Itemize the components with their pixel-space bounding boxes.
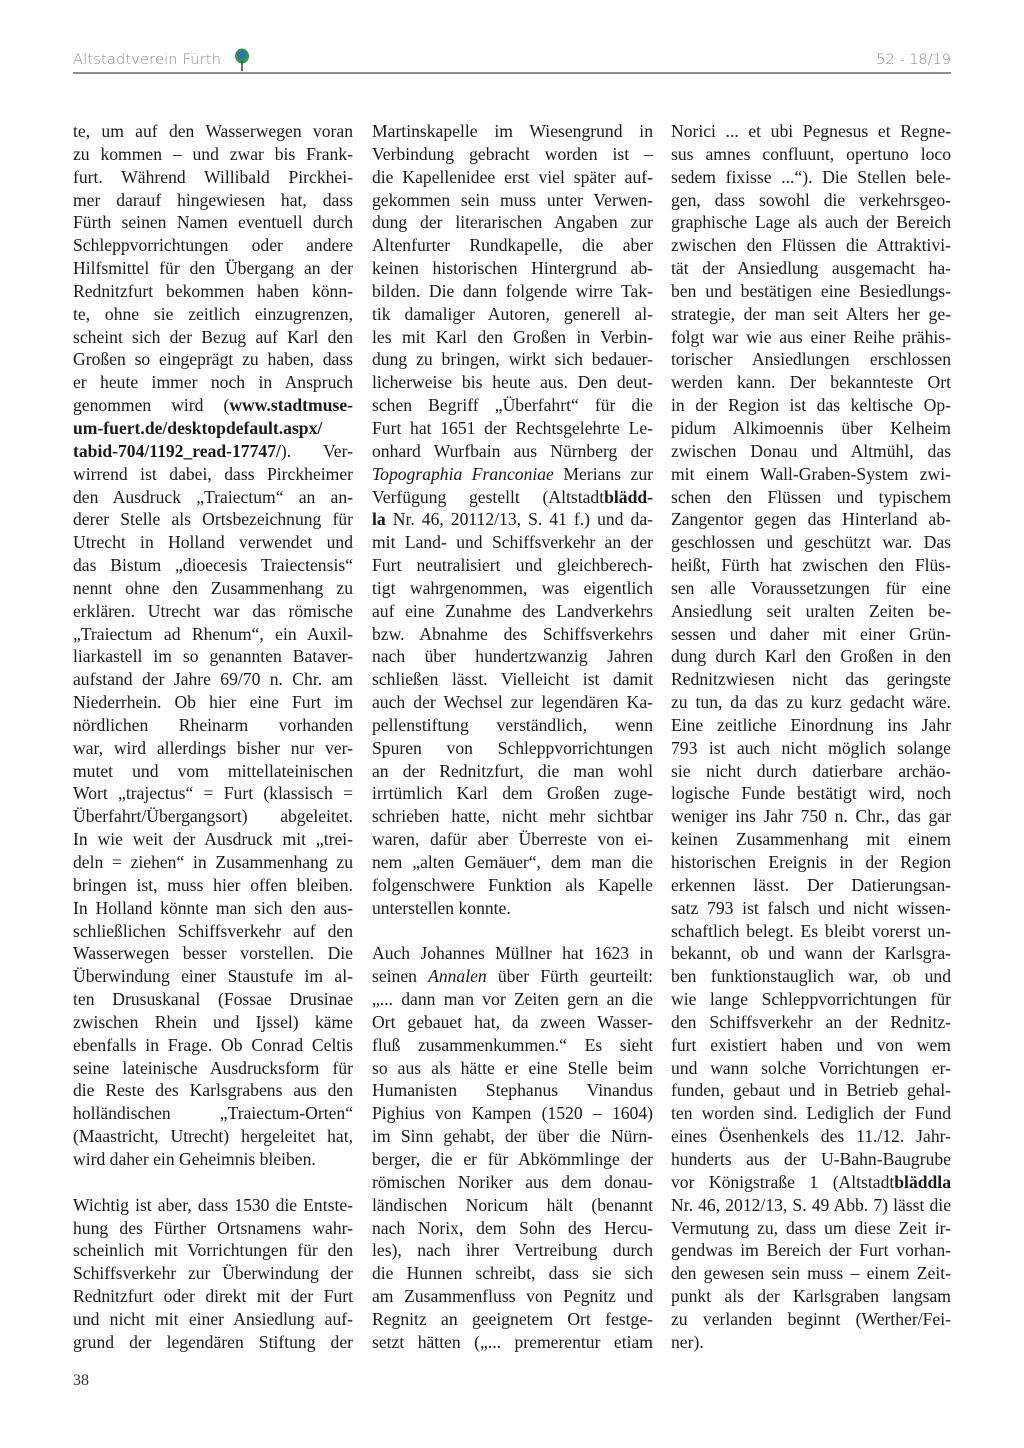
text-line: genommen wird (www.stadtmuse- <box>73 395 353 416</box>
text-line: seine lateinische Ausdrucksform für <box>73 1057 353 1078</box>
text-line: hung des Fürther Ortsnamens wahr- <box>73 1217 353 1238</box>
text-line: graphische Lage als auch der Bereich <box>671 212 951 233</box>
text-line: mit einem Wall-Graben-System zwi- <box>671 463 951 484</box>
text-line: bzw. Abnahme des Schiffsverkehrs <box>372 623 653 644</box>
text-line: derer Stelle als Ortsbezeichnung für <box>73 509 353 530</box>
text-line: strategie, der man seit Alters her ge- <box>671 303 951 324</box>
text-line: Fürth seinen Namen eventuell durch <box>73 212 353 233</box>
issue-number: 52 - 18/19 <box>876 52 951 68</box>
text-line: furt existiert haben und von wem <box>671 1034 951 1055</box>
text-line: Verfügung gestellt (Altstadtblädd- <box>372 486 653 507</box>
text-line: la Nr. 46, 20112/13, S. 41 f.) und da- <box>372 509 653 530</box>
text-line: zwischen Donau und Altmühl, das <box>671 440 951 461</box>
text-line: die Hunnen schreibt, dass sie sich <box>372 1263 653 1284</box>
page-number: 38 <box>73 1372 89 1389</box>
text-line: werden kann. Der bekannteste Ort <box>671 372 951 393</box>
text-line: berger, die er für Abkömmlinge der <box>372 1148 653 1169</box>
text-line: römischen Noriker aus dem donau- <box>372 1171 653 1192</box>
text-column-1 <box>73 120 353 1354</box>
text-line: folgenschwere Funktion als Kapelle <box>372 874 653 895</box>
text-line: Regnitz an geeignetem Ort festge- <box>372 1308 653 1329</box>
tree-icon <box>233 48 251 72</box>
text-line: onhard Wurfbain aus Nürnberg der <box>372 440 653 461</box>
text-line: Rednitzfurt bekommen haben könn- <box>73 280 353 301</box>
text-line: te, ohne sie zeitlich einzugrenzen, <box>73 303 353 324</box>
text-line: torischer Ansiedlungen erschlossen <box>671 349 951 370</box>
paragraph <box>73 120 353 1171</box>
text-line: auch der Wechsel zur legendären Ka- <box>372 692 653 713</box>
text-line: Verbindung gebracht worden ist – <box>372 143 653 164</box>
text-line: heißt, Fürth hat zwischen den Flüs- <box>671 555 951 576</box>
text-line: les mit Karl den Großen in Verbin- <box>372 326 653 347</box>
text-line: In Holland könnte man sich den aus- <box>73 897 353 918</box>
text-line: Humanisten Stephanus Vinandus <box>372 1080 653 1101</box>
text-line: den Ausdruck „Traiectum“ an an- <box>73 486 353 507</box>
text-line: Wichtig ist aber, dass 1530 die Entste- <box>73 1194 353 1215</box>
text-line: gekommen sein muss unter Verwen- <box>372 189 653 210</box>
text-line: war, wird allerdings bisher nur ver- <box>73 737 353 758</box>
text-line: Ort gebauet hat, da zween Wasser- <box>372 1011 653 1032</box>
text-line: schrieben hatte, nicht mehr sichtbar <box>372 806 653 827</box>
text-line: er heute immer noch in Anspruch <box>73 372 353 393</box>
text-line: mutet und vom mittellateinischen <box>73 760 353 781</box>
text-line: und nicht mit einer Ansiedlung auf- <box>73 1308 353 1329</box>
text-line: Niederrhein. Ob hier eine Furt im <box>73 692 353 713</box>
text-line: licherweise bis heute aus. Den deut- <box>372 372 653 393</box>
text-line: die Reste des Karlsgrabens aus den <box>73 1080 353 1101</box>
text-line: schaftlich belegt. Es bleibt vorerst un- <box>671 920 951 941</box>
text-line: punkt als der Karlsgraben langsam <box>671 1286 951 1307</box>
text-line: sedem fixisse ...“). Die Stellen bele- <box>671 166 951 187</box>
text-line: folgt war wie aus einer Reihe prähis- <box>671 326 951 347</box>
text-line: keinen Zusammenhang mit einem <box>671 829 951 850</box>
text-line: schließlichen Schiffsverkehr auf den <box>73 920 353 941</box>
text-line: Schiffsverkehr zur Überwindung der <box>73 1263 353 1284</box>
text-line: den Schiffsverkehr an der Rednitz- <box>671 1011 951 1032</box>
text-line: wie lange Schleppvorrichtungen für <box>671 989 951 1010</box>
text-line: nem „alten Gemäuer“, dem man die <box>372 852 653 872</box>
text-line: um-fuert.de/desktopdefault.aspx/ <box>73 417 323 438</box>
text-line: zu verlanden beginnt (Werther/Fei- <box>671 1308 951 1329</box>
text-line: zwischen Rhein und Ijssel) käme <box>73 1011 353 1032</box>
text-line: tät der Ansiedlung ausgemacht ha- <box>671 258 951 279</box>
text-line: les), nach ihrer Vertreibung durch <box>372 1240 653 1261</box>
text-line: zwischen den Flüssen die Attraktivi- <box>671 235 951 256</box>
text-line: an der Rednitzfurt, die man wohl <box>372 760 653 781</box>
text-line: Überfahrt/Übergangsort) abgeleitet. <box>73 806 353 827</box>
text-line: ner). <box>671 1331 704 1352</box>
text-line: keinen historischen Hintergrund ab- <box>372 258 653 279</box>
text-line: den gewesen sein muss – einem Zeit- <box>671 1263 951 1284</box>
text-line: waren, dafür aber Überreste von ei- <box>372 829 653 850</box>
text-line: logische Funde bestätigt wird, noch <box>671 783 951 804</box>
text-line: grund der legendären Stiftung der <box>73 1331 353 1352</box>
text-line: Großen so eingeprägt zu haben, dass <box>73 349 353 370</box>
text-line: tigt wahrgenommen, was eigentlich <box>372 577 653 598</box>
text-line: irrtümlich Karl dem Großen zuge- <box>372 783 653 804</box>
text-line: schen den Flüssen und typischem <box>671 486 951 507</box>
text-line: historischen Ereignis in der Region <box>671 852 951 872</box>
text-line: in der Region ist das keltische Op- <box>671 395 951 416</box>
text-line: seinen Annalen über Fürth geurteilt: <box>372 966 653 987</box>
text-line: sen alle Voraussetzungen für eine <box>671 577 951 598</box>
text-line: hunderts aus der U-Bahn-Baugrube <box>671 1148 951 1169</box>
text-line: Schleppvorrichtungen oder andere <box>73 235 353 256</box>
text-line: tik damaliger Autoren, generell al- <box>372 303 653 324</box>
paragraph <box>372 942 653 1353</box>
text-line: bilden. Die dann folgende wirre Tak- <box>372 280 653 301</box>
publication-title: Altstadtverein Fürth <box>73 52 222 68</box>
text-line: In wie weit der Ausdruck mit „trei- <box>73 829 353 850</box>
text-line: deln = ziehen“ in Zusammenhang zu <box>73 852 353 872</box>
text-line: Rednitzfurt oder direkt mit der Furt <box>73 1286 353 1307</box>
text-line: te, um auf den Wasserwegen voran <box>73 121 353 141</box>
text-line: geschlossen und geschützt war. Das <box>671 532 951 553</box>
text-line: funden, gebaut und in Betrieb gehal- <box>671 1080 951 1101</box>
text-line: sus amnes confluunt, opertuno loco <box>671 143 951 164</box>
text-line: Martinskapelle im Wiesengrund in <box>372 121 653 141</box>
text-line: sie nicht durch datierbare archäo- <box>671 760 951 781</box>
text-line: ländischen Noricum hält (benannt <box>372 1194 653 1215</box>
paragraph <box>372 120 653 920</box>
text-line: Vermutung zu, dass um diese Zeit ir- <box>671 1217 951 1238</box>
text-line: am Zusammenfluss von Pegnitz und <box>372 1286 653 1307</box>
text-line: pidum Alkimoennis über Kelheim <box>671 417 951 438</box>
text-line: mer darauf hingewiesen hat, dass <box>73 189 353 210</box>
text-line: so aus als hätte er eine Stelle beim <box>372 1057 653 1078</box>
text-line: bringen ist, muss hier offen bleiben. <box>73 874 353 895</box>
text-line: eines Ösenhenkels des 11./12. Jahr- <box>671 1126 951 1147</box>
text-line: Zangentor gegen das Hinterland ab- <box>671 509 951 530</box>
text-line: dung zu bringen, wirkt sich bedauer- <box>372 349 653 370</box>
text-line: weniger ins Jahr 750 n. Chr., das gar <box>671 806 951 827</box>
text-line: mit Land- und Schiffsverkehr an der <box>372 532 653 553</box>
text-line: Furt neutralisiert und gleichberech- <box>372 555 653 576</box>
text-line: Rednitzwiesen nicht das geringste <box>671 669 951 690</box>
text-line: die Kapellenidee erst viel später auf- <box>372 166 653 187</box>
paragraph <box>671 120 951 1354</box>
text-line: Utrecht in Holland verwendet und <box>73 532 353 553</box>
text-line: das Bistum „dioecesis Traiectensis“ <box>73 555 353 576</box>
paragraph <box>73 1194 353 1354</box>
text-line: holländischen „Traiectum-Orten“ <box>73 1103 353 1124</box>
text-line: furt. Während Willibald Pirckhei- <box>73 166 353 187</box>
text-line: zu tun, da das zu kurz gedacht wäre. <box>671 692 951 713</box>
text-line: gendwas im Bereich der Furt vorhan- <box>671 1240 951 1261</box>
text-line: Topographia Franconiae Merians zur <box>372 463 653 484</box>
text-line: vor Königstraße 1 (Altstadtbläddla <box>671 1171 951 1192</box>
text-line: fluß zusammenkummen.“ Es sieht <box>372 1034 653 1055</box>
text-line: (Maastricht, Utrecht) hergeleitet hat, <box>73 1126 353 1147</box>
text-line: ebenfalls in Frage. Ob Conrad Celtis <box>73 1034 353 1055</box>
text-line: im Sinn gehabt, der über die Nürn- <box>372 1126 653 1147</box>
text-line: Altenfurter Rundkapelle, die aber <box>372 235 653 256</box>
text-line: erklären. Utrecht war das römische <box>73 600 353 621</box>
text-line: und wann solche Vorrichtungen er- <box>671 1057 951 1078</box>
running-header <box>73 48 951 72</box>
text-line: Furt hat 1651 der Rechtsgelehrte Le- <box>372 417 653 438</box>
text-line: ben funktionstauglich war, ob und <box>671 966 951 987</box>
text-line: sessen und daher mit einer Grün- <box>671 623 951 644</box>
text-line: gen, dass sowohl die verkehrsgeo- <box>671 189 951 210</box>
text-line: nach Norix, dem Sohn des Hercu- <box>372 1217 653 1238</box>
text-line: nennt ohne den Zusammenhang zu <box>73 577 353 598</box>
text-column-3 <box>671 120 951 1354</box>
text-line: Pighius von Kampen (1520 – 1604) <box>372 1103 653 1124</box>
text-line: erkennen lässt. Der Datierungsan- <box>671 874 951 895</box>
text-line: 793 ist auch nicht möglich solange <box>671 737 951 758</box>
text-line: Nr. 46, 2012/13, S. 49 Abb. 7) lässt die <box>671 1194 951 1215</box>
text-line: „Traiectum ad Rhenum“, ein Auxil- <box>73 623 353 644</box>
text-line: dung der literarischen Angaben zur <box>372 212 653 233</box>
text-line: nördlichen Rheinarm vorhanden <box>73 714 353 735</box>
text-line: setzt hätten („... premerentur etiam <box>372 1331 653 1352</box>
text-line: Auch Johannes Müllner hat 1623 in <box>372 943 653 964</box>
text-line: ten worden sind. Lediglich der Fund <box>671 1103 951 1124</box>
text-line: tabid-704/1192_read-17747/). Ver- <box>73 440 353 461</box>
text-line: zu kommen – und zwar bis Frank- <box>73 143 353 164</box>
text-line: Überwindung einer Staustufe im al- <box>73 966 353 987</box>
text-line: ben und bestätigen eine Besiedlungs- <box>671 280 951 301</box>
text-line: satz 793 ist falsch und nicht wissen- <box>671 897 951 918</box>
text-line: schließen lässt. Vielleicht ist damit <box>372 669 653 690</box>
text-line: schen Begriff „Überfahrt“ für die <box>372 395 653 416</box>
text-line: „... dann man vor Zeiten gern an die <box>372 989 653 1010</box>
text-line: pellenstiftung verständlich, wenn <box>372 714 653 735</box>
text-line: scheinlich mit Vorrichtungen für den <box>73 1240 353 1261</box>
text-line: Wasserwegen besser vorstellen. Die <box>73 943 353 964</box>
text-line: wird daher ein Geheimnis bleiben. <box>73 1148 316 1169</box>
text-line: auf eine Zunahme des Landverkehrs <box>372 600 653 621</box>
text-line: scheint sich der Bezug auf Karl den <box>73 326 353 347</box>
text-line: Hilfsmittel für den Übergang an der <box>73 258 353 279</box>
text-line: Eine zeitliche Einordnung ins Jahr <box>671 714 951 735</box>
text-line: Wort „trajectus“ = Furt (klassisch = <box>73 783 353 804</box>
text-line: Spuren von Schleppvorrichtungen <box>372 737 653 758</box>
header-rule <box>73 72 951 74</box>
text-line: Ansiedlung seit uralten Zeiten be- <box>671 600 951 621</box>
text-line: liarkastell im so genannten Bataver- <box>73 646 353 667</box>
text-line: bekannt, ob und wann der Karlsgra- <box>671 943 951 964</box>
text-line: aufstand der Jahre 69/70 n. Chr. am <box>73 669 353 690</box>
text-line: dung durch Karl den Großen in den <box>671 646 951 667</box>
text-line: ten Drususkanal (Fossae Drusinae <box>73 989 353 1010</box>
text-column-2 <box>372 120 653 1354</box>
text-line: wirrend ist dabei, dass Pirckheimer <box>73 463 353 484</box>
text-line: Norici ... et ubi Pegnesus et Regne- <box>671 121 951 141</box>
text-line: unterstellen konnte. <box>372 897 511 918</box>
text-line: nach über hundertzwanzig Jahren <box>372 646 653 667</box>
